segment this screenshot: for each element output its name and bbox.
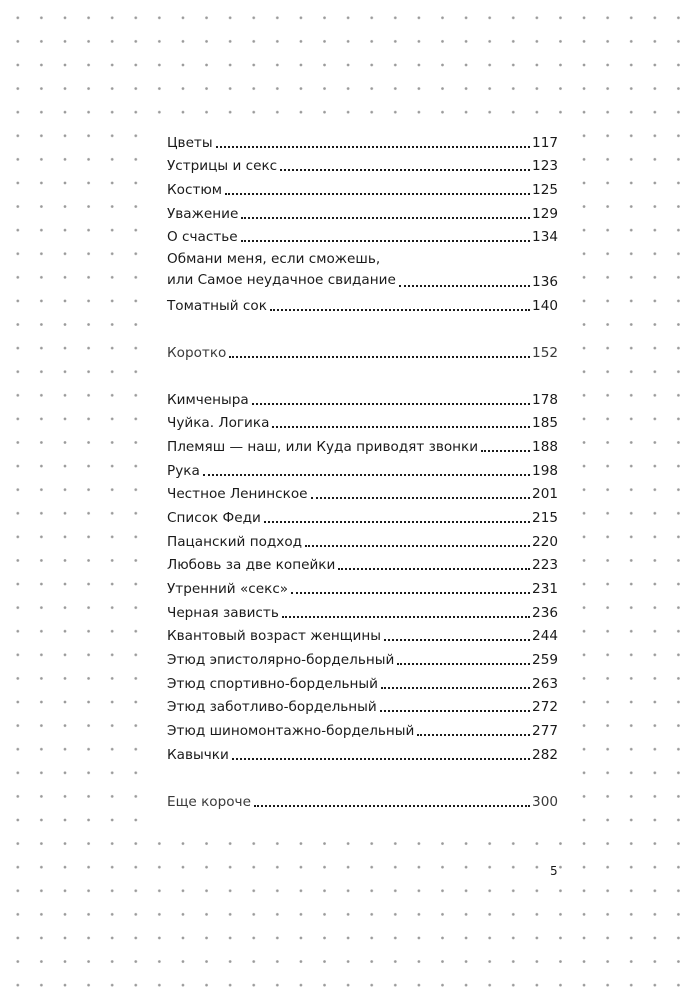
leader-dots: [417, 734, 530, 736]
toc-entry[interactable]: [167, 128, 558, 152]
toc-entry-page: 134: [532, 229, 558, 246]
leader-dots: [305, 545, 530, 547]
toc-entry-page: 136: [532, 274, 558, 291]
leader-dots: [252, 403, 530, 405]
table-of-contents: [167, 128, 558, 811]
toc-entry-title: Племяш — наш, или Куда приводят звонки: [167, 438, 479, 455]
toc-entry-title: Черная зависть: [167, 604, 279, 621]
leader-dots: [254, 805, 530, 807]
toc-entry-title: Цветы: [167, 134, 213, 151]
leader-dots: [481, 450, 530, 452]
toc-entry-page: 220: [532, 533, 558, 550]
toc-entry-title: Утренний «секс»: [167, 581, 289, 597]
toc-section-page: 152: [532, 344, 558, 361]
toc-entry-title: Устрицы и секс: [167, 158, 278, 175]
leader-dots: [225, 193, 530, 195]
toc-entry-title: Уважение: [167, 205, 239, 222]
toc-entry-page: 215: [532, 509, 558, 526]
toc-entry-title: Этюд эпистолярно-бордельный: [167, 652, 395, 669]
toc-entry-title: Честное Ленинское: [167, 486, 308, 503]
toc-entry-page: 201: [532, 486, 558, 503]
toc-entry-page: 129: [532, 205, 558, 222]
toc-entry[interactable]: [167, 574, 558, 598]
toc-entry[interactable]: [167, 622, 558, 646]
toc-entry-page: 272: [532, 699, 558, 716]
toc-entry[interactable]: [167, 669, 558, 693]
toc-entry[interactable]: [167, 385, 558, 409]
toc-entry[interactable]: [167, 693, 558, 717]
toc-entry-title: Этюд заботливо-бордельный: [167, 699, 377, 716]
toc-entry-title: [167, 249, 396, 291]
toc-entry-title: Кавычки: [167, 746, 229, 763]
leader-dots: [291, 592, 530, 594]
page-number: 5: [550, 864, 558, 878]
toc-entry[interactable]: [167, 152, 558, 176]
leader-dots: [338, 568, 530, 570]
toc-entry-page: 123: [532, 158, 558, 175]
toc-entry-page: 140: [532, 298, 558, 315]
toc-entry-title: Кимченыра: [167, 391, 249, 408]
spacer: [167, 764, 558, 787]
leader-dots: [399, 285, 530, 287]
toc-section-title: Коротко: [167, 344, 227, 361]
leader-dots: [311, 497, 531, 499]
toc-entry[interactable]: [167, 716, 558, 740]
leader-dots: [229, 356, 530, 358]
leader-dots: [380, 710, 530, 712]
toc-entry-page: 178: [532, 391, 558, 408]
toc-entry-page: 277: [532, 723, 558, 740]
toc-entry-title-line: или Самое неудачное свидание: [167, 272, 396, 289]
toc-entry-title: Этюд шиномонтажно-бордельный: [167, 723, 415, 740]
toc-entry-page: 223: [532, 557, 558, 574]
toc-entry-title: Этюд спортивно-бордельный: [167, 675, 379, 692]
toc-entry-title: О счастье: [167, 229, 238, 246]
toc-entry-page: 188: [532, 438, 558, 455]
toc-entry-title: Любовь за две копейки: [167, 557, 336, 574]
spacer: [167, 362, 558, 385]
toc-section-title: Еще короче: [167, 793, 251, 810]
toc-entry[interactable]: [167, 740, 558, 764]
toc-entry-page: 231: [532, 581, 558, 597]
leader-dots: [272, 426, 530, 428]
toc-entry-page: 263: [532, 675, 558, 692]
toc-entry[interactable]: [167, 527, 558, 551]
toc-entry-title: Пацанский подход: [167, 533, 303, 550]
toc-entry-page: 125: [532, 182, 558, 199]
toc-entry-title: Костюм: [167, 182, 223, 199]
toc-entry-title: Томатный сок: [167, 298, 267, 315]
toc-entry-page: 282: [532, 746, 558, 763]
toc-section-entry[interactable]: [167, 338, 558, 362]
leader-dots: [232, 758, 530, 760]
toc-entry[interactable]: [167, 503, 558, 527]
toc-entry-page: 244: [532, 628, 558, 645]
leader-dots: [280, 169, 530, 171]
toc-entry[interactable]: [167, 480, 558, 504]
toc-section-page: 300: [532, 793, 558, 810]
toc-entry-page: 117: [532, 134, 558, 151]
toc-entry-title: Чуйка. Логика: [167, 415, 270, 432]
toc-entry[interactable]: [167, 246, 558, 291]
toc-entry[interactable]: [167, 598, 558, 622]
toc-entry-page: 236: [532, 604, 558, 621]
leader-dots: [270, 309, 530, 311]
leader-dots: [397, 663, 530, 665]
leader-dots: [384, 639, 530, 641]
toc-entry[interactable]: [167, 551, 558, 575]
leader-dots: [264, 521, 530, 523]
toc-entry[interactable]: [167, 432, 558, 456]
toc-entry-page: 198: [532, 462, 558, 479]
leader-dots: [216, 146, 530, 148]
toc-entry[interactable]: [167, 291, 558, 315]
toc-entry-title: Список Феди: [167, 509, 261, 526]
toc-entry[interactable]: [167, 223, 558, 247]
toc-section-entry[interactable]: [167, 787, 558, 811]
toc-entry-page: 259: [532, 652, 558, 669]
toc-entry[interactable]: [167, 645, 558, 669]
toc-entry-page: 185: [532, 415, 558, 432]
toc-entry[interactable]: [167, 175, 558, 199]
leader-dots: [203, 474, 530, 476]
toc-entry[interactable]: [167, 456, 558, 480]
leader-dots: [381, 687, 530, 689]
toc-entry-title: Рука: [167, 462, 200, 479]
leader-dots: [241, 217, 530, 219]
leader-dots: [282, 616, 530, 618]
leader-dots: [241, 240, 530, 242]
toc-entry-title: Квантовый возраст женщины: [167, 628, 382, 645]
spacer: [167, 315, 558, 338]
toc-entry[interactable]: [167, 199, 558, 223]
toc-entry-title-line: Обмани меня, если сможешь,: [167, 251, 381, 268]
toc-entry[interactable]: [167, 409, 558, 433]
